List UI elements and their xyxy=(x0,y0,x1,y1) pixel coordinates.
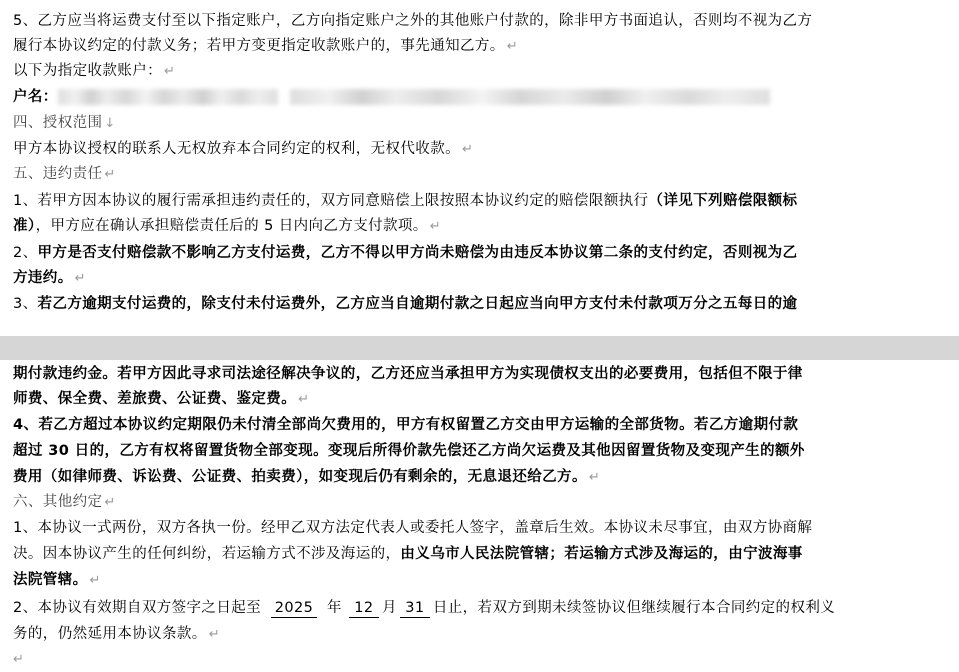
other-item-1-line-3: 法院管辖。 ↵ xyxy=(13,572,101,588)
section-5-heading: 五、违约责任 ↵ xyxy=(13,166,116,182)
redacted-account-name xyxy=(58,89,278,105)
other-item-2-line-1: 2、本协议有效期自双方签字之日起至 2025 年 12 月 31 日止，若双方到期未续签协议但继续履行本合同约定的权利义 xyxy=(13,600,836,616)
paragraph-mark-icon: ↵ xyxy=(208,627,220,642)
empty-paragraph xyxy=(13,649,24,669)
section-4-heading: 四、授权范围 ↓ xyxy=(13,115,116,131)
breach-item-4-line-2: 超过 30 日的，乙方有权将留置货物全部变现。变现后所得价款先偿还乙方尚欠运费及其他因留置货物及变现产生的额外 xyxy=(13,443,805,459)
section-4-text: 甲方本协议授权的联系人无权放弃本合同约定的权利，无权代收款。 ↵ xyxy=(13,141,474,157)
end-year-field: 2025 xyxy=(271,600,317,618)
account-name-label: 户名： xyxy=(13,89,58,105)
section-6-heading: 六、其他约定 ↵ xyxy=(13,494,116,510)
clause-5-line-1: 5、乙方应当将运费支付至以下指定账户，乙方向指定账户之外的其他账户付款的，除非甲方书面追认，否则均不视为乙方 xyxy=(13,13,813,29)
page-break-gap xyxy=(0,336,959,360)
breach-item-2-line-1: 2、甲方是否支付赔偿款不影响乙方支付运费，乙方不得以甲方尚未赔偿为由违反本协议第二条的支付约定，否则视为乙 xyxy=(13,245,798,261)
breach-item-3-line-1: 3、若乙方逾期支付运费的，除支付未付运费外，乙方应当自逾期付款之日起应当向甲方支付未付款项万分之五每日的逾 xyxy=(13,296,798,312)
paragraph-mark-icon: ↵ xyxy=(462,142,474,157)
paragraph-mark-icon: ↵ xyxy=(506,39,518,54)
paragraph-mark-icon: ↵ xyxy=(13,652,25,667)
paragraph-mark-icon: ↵ xyxy=(104,167,116,182)
heading-arrow-icon: ↓ xyxy=(104,116,116,131)
paragraph-mark-icon: ↵ xyxy=(588,470,601,485)
paragraph-mark-icon: ↵ xyxy=(429,219,442,234)
clause-5-line-2: 履行本协议约定的付款义务；若甲方变更指定收款账户的，事先通知乙方。 ↵ xyxy=(13,38,518,54)
breach-item-3-line-2: 期付款违约金。若甲方因此寻求司法途径解决争议的，乙方还应当承担甲方为实现债权支出的必要费用，包括但不限于律 xyxy=(13,366,803,382)
account-name-row xyxy=(13,87,770,107)
other-item-1-line-2: 决。因本协议产生的任何纠纷，若运输方式不涉及海运的，由义乌市人民法院管辖；若运输方式涉及海运的，由宁波海事 xyxy=(13,546,803,562)
paragraph-mark-icon: ↵ xyxy=(298,392,310,407)
other-item-2-line-2: 务的，仍然延用本协议条款。 ↵ xyxy=(13,626,220,642)
paragraph-mark-icon: ↵ xyxy=(89,573,101,588)
paragraph-mark-icon: ↵ xyxy=(104,495,116,510)
other-item-1-line-1: 1、本协议一式两份，双方各执一份。经甲乙双方法定代表人或委托人签字，盖章后生效。本协议未尽事宜，由双方协商解 xyxy=(13,520,813,536)
breach-item-2-line-2: 方违约。 ↵ xyxy=(13,270,86,286)
breach-item-1-line-2: 准），甲方应在确认承担赔偿责任后的 5 日内向乙方支付款项。 ↵ xyxy=(13,218,442,234)
account-intro: 以下为指定收款账户： ↵ xyxy=(13,63,176,79)
breach-item-4-line-3: 费用（如律师费、诉讼费、公证费、拍卖费），如变现后仍有剩余的，无息退还给乙方。 ↵ xyxy=(13,469,601,485)
end-month-field: 12 xyxy=(349,600,379,618)
breach-item-3-line-3: 师费、保全费、差旅费、公证费、鉴定费。 ↵ xyxy=(13,391,310,407)
paragraph-mark-icon: ↵ xyxy=(74,271,86,286)
breach-item-1-line-1: 1、若甲方因本协议的履行需承担违约责任的，双方同意赔偿上限按照本协议约定的赔偿限额执行（详见下列赔偿限额标 xyxy=(13,193,798,209)
paragraph-mark-icon: ↵ xyxy=(164,64,176,79)
redacted-account-info xyxy=(290,89,770,105)
breach-item-4-line-1: 4、若乙方超过本协议约定期限仍未付清全部尚欠费用的，甲方有权留置乙方交由甲方运输的全部货物。若乙方逾期付款 xyxy=(13,417,799,433)
document-page-bottom xyxy=(0,360,959,672)
end-day-field: 31 xyxy=(400,600,430,618)
